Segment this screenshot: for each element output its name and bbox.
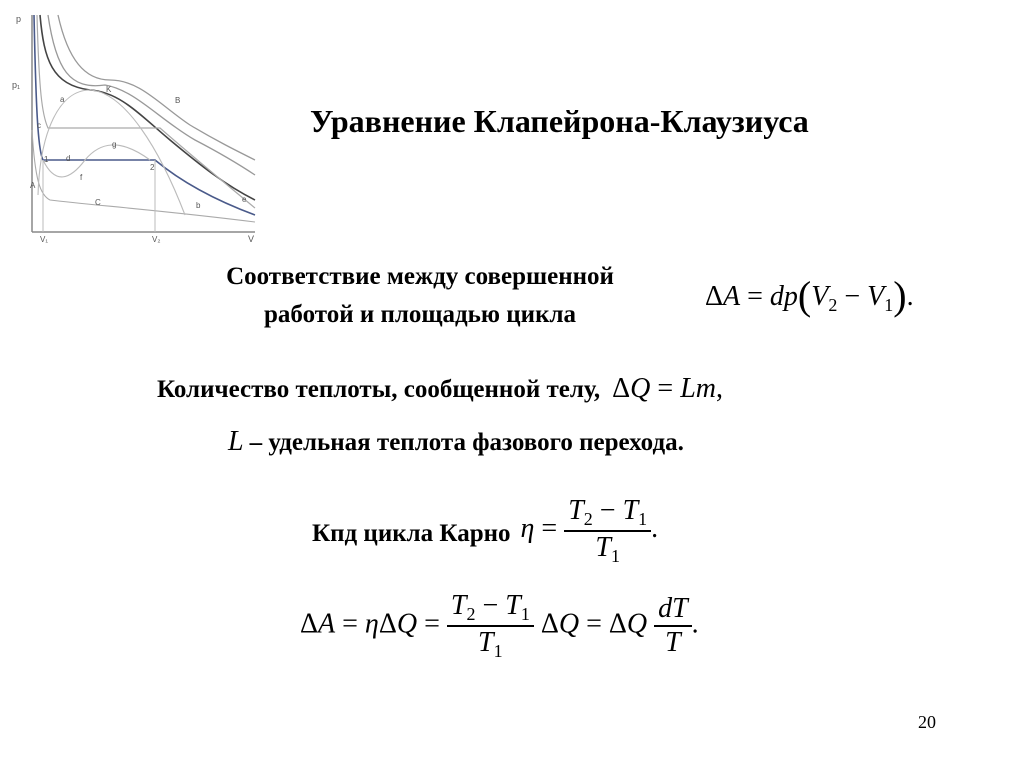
label-1: 1 [44, 155, 49, 164]
p1-label: p₁ [12, 80, 21, 90]
label-b: b [196, 201, 201, 210]
label-c: c [37, 121, 41, 130]
label-a: a [60, 95, 65, 104]
label-d: d [66, 154, 71, 163]
v-axis-label: V [248, 234, 255, 244]
page-number: 20 [918, 712, 936, 732]
label-B: B [175, 96, 181, 105]
critical-isotherm [40, 15, 255, 200]
correspondence-line-2: работой и площадью цикла [264, 301, 576, 328]
correspondence-line-1: Соответствие между совершенной [226, 263, 614, 290]
slide-title: Уравнение Клапейрона-Клаузиуса [310, 103, 809, 139]
formula-work-area: $\Delta A = dp(V_2 - V_1)$. [705, 273, 914, 318]
binodal-dome [38, 90, 185, 215]
p-axis-label: p [16, 14, 22, 24]
symbol-L: L [228, 426, 244, 457]
latent-text: – удельная теплота фазового перехода. [249, 429, 684, 456]
label-g: g [112, 140, 117, 149]
isotherm-upper [48, 15, 255, 175]
label-f: f [80, 173, 83, 182]
formula-carnot: η = $\frac{T_2 - T_1}{T_1}$ . [520, 495, 659, 566]
label-C: C [95, 198, 101, 207]
label-e: e [242, 195, 247, 204]
correspondence-text [152, 258, 688, 334]
carnot-line [312, 495, 658, 567]
carnot-label: Кпд цикла Карно [312, 519, 511, 547]
formula-final: ΔA = ηΔQ = $\frac{T_2 - T_1}{T_1}$ ΔQ = ΔQ $\frac{dT}{T}$ . [300, 590, 699, 661]
label-K: K [106, 85, 112, 94]
isotherm-top [58, 15, 255, 160]
formula-heat: ΔQ = Lm, [612, 373, 723, 404]
latent-line [228, 426, 684, 458]
label-2: 2 [150, 163, 155, 172]
label-A: A [30, 181, 36, 190]
vdw-loop [43, 145, 150, 177]
isotherm-mid [37, 15, 255, 208]
v1-label: V₁ [40, 235, 49, 244]
pv-diagram [10, 10, 260, 245]
heat-line [157, 373, 723, 405]
heat-text: Количество теплоты, сообщенной телу, [157, 376, 601, 403]
v2-label: V₂ [152, 235, 161, 244]
